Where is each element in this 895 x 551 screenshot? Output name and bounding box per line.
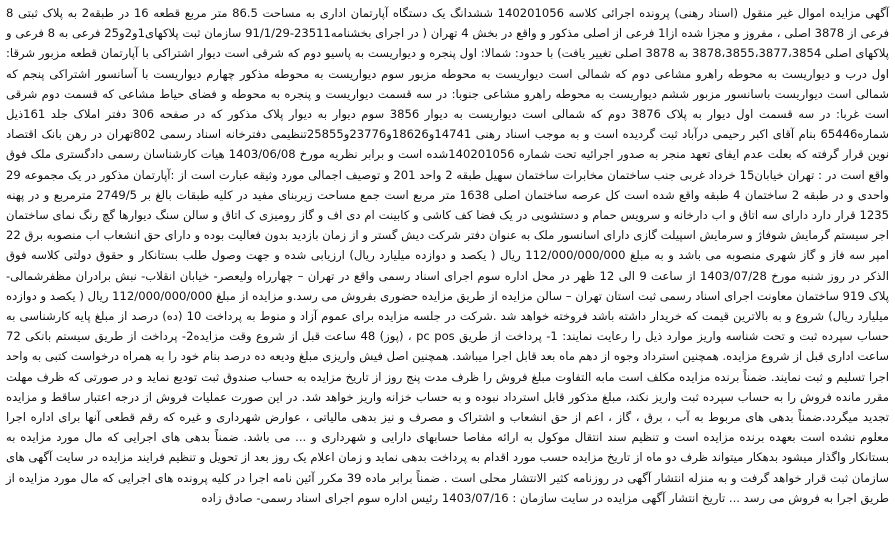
notice-body-text: آگهی مزایده اموال غیر منقول (اسناد رهنی) پرونده اجرائی کلاسه 140201056 ششدانگ یک دستگاه آپارتمان اداری به مساحت 86.5 متر مربع قطعه 16 در طبقه2 به پلاک ثبتی 8 فرعی از 3878 اصلی ، مفروز و مجزا شده ازا1 فرعی از اصلی مذکور و واقع در بخش 4 تهران ( در اجرای بخشنامه23511-91/1/29 سازمان ثبت پلاکهای1و2و25 فرعی به 8 فرعی و پلاکهای اصلی 3878،3855،3877،3854 به 3878 اصلی تغییر یافت) با حدود: شمالا: اول پنجره و دیواریست به پاسیو دوم که شرقی است دیوار اشتراکی با آپارتمان قطعه مزبور شرقا: اول درب و دیواریست به محوطه راهرو مشاعی دوم که شمالی است دیواریست به محوطه مزبور سوم دیواریست به محوطه مذکور چهارم دیواریست با آسانسور اشتراکی پنجم که شمالی است دیواریست باسانسور مزبور ششم دیواریست به محوطه راهرو مشاعی جنوبا: در سه قسمت دیواریست و پنجره به محوطه و فضای حیاط مشاعی که قسمت دوم شرقی است غربا: در سه قسمت اول دیوار به پلاک 3876 دوم که شمالی است دیواریست به دیوار 3856 سوم دیوار به دیوار پلاک مذکور که در صفحه 306 دفتر املاک جلد 161ذیل شماره65446 بنام آقای اکبر رحیمی درآباد ثبت گردیده است و به موجب اسناد رهنی 14741و18626و23776و25855تنظیمی دفترخانه اسناد رسمی 802تهران در رهن بانک اقتصاد نوین قرار گرفته که بعلت عدم ایفای تعهد منجر به صدور اجرائیه تحت شماره 140201056شده است و برابر نظریه مورخ 1403/06/08 هیات کارشناسان رسمی دادگستری ملک فوق واقع است در : تهران خیابان15 خرداد غربی جنب ساختمان مخابرات ساختمان سهیل طبقه 2 واحد 201 و توصیف اجمالی مورد وثیقه عبارت است از :آپارتمان مذکور در یک مجموعه 29 واحدی و در طبقه 2 ساختمان 4 طبقه واقع شده است کل عرصه ساختمان اصلی 1638 متر مربع است جمع مساحت زیربنای مفید در کلیه طبقات بالغ بر 2749/5 مترمربع و در پهنه 1235 قرار دارد دارای سه اتاق و اب دارخانه و سرویس حمام و دستشویی در یک فضا کف کاشی و کابینت ام دی اف و گاز رومیزی ک اتاق و سالن سنگ دیوارها گچ رنگ نمای ساختمان اجر سیستم گرمایش شوفاژ و سرمایش اسپیلت گازی دارای اسانسور ملک به عنوان دفتر شرکت دیش گستر و از زمان بازدید بدون فعالیت بوده و دارای حق انشعاب اب منصوبه برق 22 امپر سه فاز و گاز شهری منصوبه می باشد و به مبلغ 112/000/000/000 ریال ( یکصد و دوازده میلیارد ریال) ارزیابی شده و جهت وصول طلب بستانکار و حقوق دولتی کلاسه فوق الذکر در روز شنبه مورخ 1403/07/28 از ساعت 9 الی 12 ظهر در محل اداره سوم اجرای اسناد رسمی واقع در تهران – چهارراه ولیعصر- خیابان انقلاب- نبش برادران مظفرشمالی- پلاک 919 ساختمان معاونت اجرای اسناد رسمی ثبت استان تهران – سالن مزایده از طریق مزایده حضوری بفروش می رسد.و مزایده از مبلغ 112/000/000/000 ریال ( یکصد و دوازده میلیارد ریال) شروع و به بالاترین قیمت که خریدار داشته باشد فروخته خواهد شد .شرکت در جلسه مزایده برای عموم آزاد و منوط به پرداخت 10 (ده) درصد از مبلغ پایه کارشناسی به حساب سپرده ثبت و تحت شناسه واریز موارد ذیل را رعایت نمایند: 1- پرداخت از طریق pc pos ، (پوز) 48 ساعت قبل از شروع وقت مزایده2- پرداخت از طریق سیستم بانکی 72 ساعت اداری قبل از شروع مزایده. همچنین استرداد وجوه از دهم ماه بعد قابل اجرا میباشد. همچنین اصل فیش واریزی مبلغ ودیعه ده درصد بنام خود را به همراه درخواست کتبی به واحد اجرا تسلیم و ثبت نمایند. ضمناً برنده مزایده مکلف است مابه التفاوت مبلغ فروش را ظرف مدت پنج روز از تاریخ مزایده به حساب صندوق ثبت تودیع نماید و در صورتی که ظرف مهلت مقرر مانده فروش را به حساب سپرده ثبت واریز نکند، مبلغ مذکور قابل استرداد نبوده و به حساب خزانه واریز خواهد شد. در این صورت عملیات فروش از درجه اعتبار ساقط و مزایده تجدید میگردد.ضمناً بدهی های مربوط به آب ، برق ، گاز ، اعم از حق انشعاب و اشتراک و مصرف و نیز بدهی مالیاتی ، عوارض شهرداری و غیره که رقم قطعی آنها برای اداره اجرا معلوم نشده است بعهده برنده مزایده است و تنظیم سند انتقال موکول به ارائه مفاصا حسابهای دارایی و شهرداری و ... می باشد. ضمناً بدهی های اجرایی که مال مورد مزایده به بستانکار واگذار میشود بدهکار میتواند ظرف دو ماه از تاریخ مزایده حسب مورد اقدام به پرداخت بدهی نماید و زمان اعلام یک روز بعد از تحویل و تنظیم فرایند مزایده در سایت آگهی های سازمان ثبت قرار خواهد گرفت و به منزله انتشار آگهی در روزنامه کثیر الانتشار محلی است . ضمناً برابر ماده 39 مکرر آئین نامه اجرا در کلیه پرونده های اجرایی که مال مورد مزایده از طریق اجرا به فروش می رسد ... تاریخ انتشار آگهی مزایده در سایت سازمان : 1403/07/16 رئیس اداره سوم اجرای اسناد رسمی- صادق زاده	[6, 6, 890, 505]
